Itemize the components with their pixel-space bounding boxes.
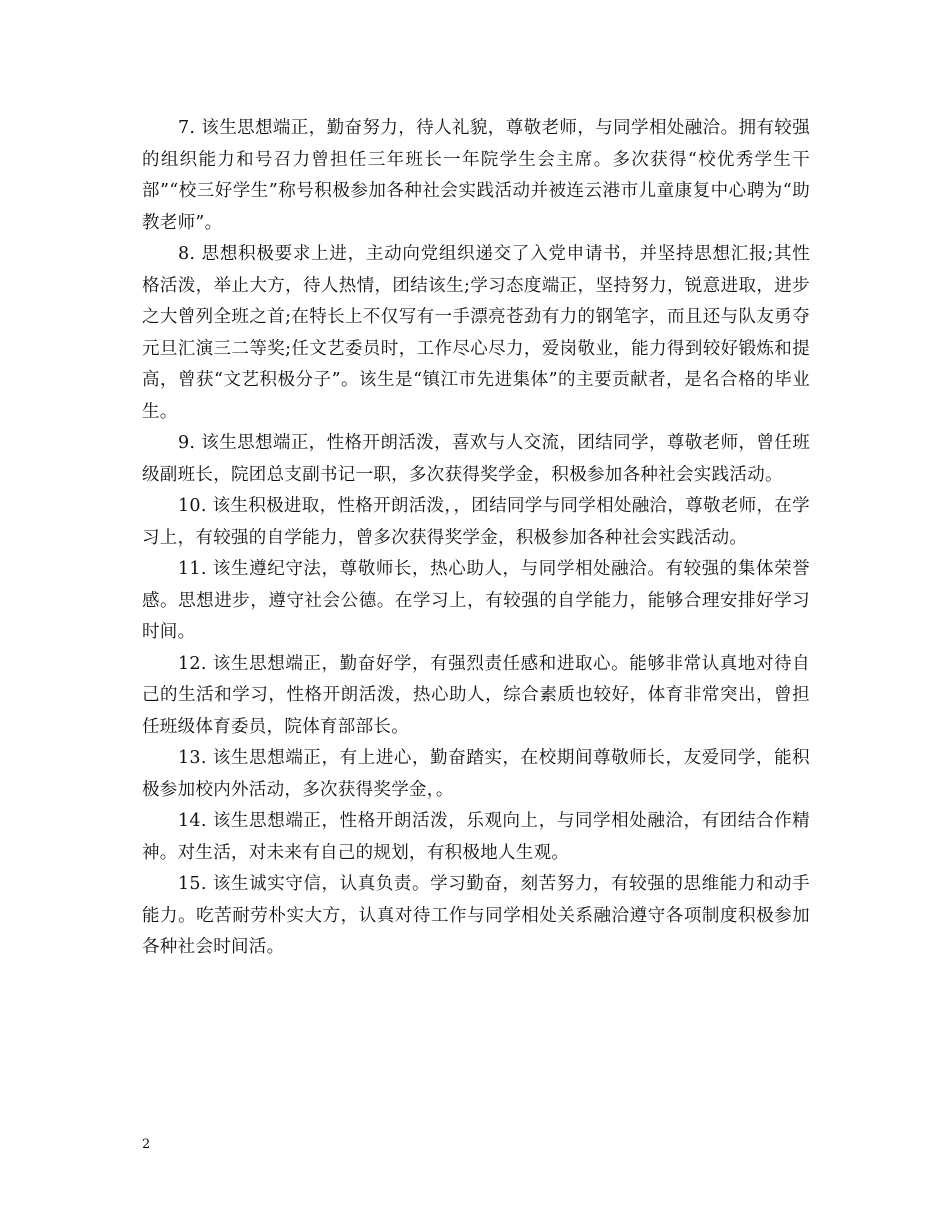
paragraph-number: 14. xyxy=(178,811,207,831)
paragraph-text: 该生思想端正，性格开朗活泼，喜欢与人交流，团结同学，尊敬老师，曾任班级副班长，院团总支副书记一职，多次获得奖学金，积极参加各种社会实践活动。 xyxy=(142,433,810,485)
paragraph-7 xyxy=(142,113,810,239)
paragraph-text: 该生遵纪守法，尊敬师长，热心助人，与同学相处融洽。有较强的集体荣誉感。思想进步，遵守社会公德。在学习上，有较强的自学能力，能够合理安排好学习时间。 xyxy=(142,559,810,642)
paragraph-text: 该生诚实守信，认真负责。学习勤奋，刻苦努力，有较强的思维能力和动手能力。吃苦耐劳朴实大方，认真对待工作与同学相处关系融洽遵守各项制度积极参加各种社会时间活。 xyxy=(142,874,810,957)
document-body xyxy=(142,113,810,964)
paragraph-number: 9. xyxy=(178,433,196,453)
paragraph-number: 15. xyxy=(178,874,207,894)
paragraph-11 xyxy=(142,554,810,649)
paragraph-text: 思想积极要求上进，主动向党组织递交了入党申请书，并坚持思想汇报;其性格活泼，举止大方，待人热情，团结该生;学习态度端正，坚持努力，锐意进取，进步之大曾列全班之首;在特长上不仅写有一手漂亮苍劲有力的钢笔字，而且还与队友勇夺元旦汇演三二等奖;任文艺委员时，工作尽心尽力，爱岗敬业，能力得到较好锻炼和提高，曾获“文艺积极分子”。该生是“镇江市先进集体”的主要贡献者，是名合格的毕业生。 xyxy=(142,244,810,422)
paragraph-number: 10. xyxy=(178,496,207,516)
paragraph-text: 该生思想端正，有上进心，勤奋踏实，在校期间尊敬师长，友爱同学，能积极参加校内外活动，多次获得奖学金，。 xyxy=(142,748,810,800)
paragraph-text: 该生思想端正，勤奋努力，待人礼貌，尊敬老师，与同学相处融洽。拥有较强的组织能力和号召力曾担任三年班长一年院学生会主席。多次获得“校优秀学生干部”“校三好学生”称号积极参加各种社会实践活动并被连云港市儿童康复中心聘为“助教老师”。 xyxy=(142,118,810,233)
paragraph-text: 该生思想端正，性格开朗活泼，乐观向上，与同学相处融洽，有团结合作精神。对生活，对未来有自己的规划，有积极地人生观。 xyxy=(142,811,810,863)
paragraph-13 xyxy=(142,743,810,806)
paragraph-8 xyxy=(142,239,810,428)
paragraph-12 xyxy=(142,649,810,744)
paragraph-number: 12. xyxy=(178,653,207,674)
paragraph-9 xyxy=(142,428,810,491)
page-number: 2 xyxy=(142,1137,151,1152)
paragraph-number: 11. xyxy=(178,559,207,579)
paragraph-number: 7. xyxy=(178,118,196,138)
paragraph-number: 8. xyxy=(178,244,196,264)
paragraph-15 xyxy=(142,869,810,964)
paragraph-number: 13. xyxy=(178,748,207,768)
paragraph-text: 该生积极进取，性格开朗活泼，，团结同学与同学相处融洽，尊敬老师，在学习上，有较强的自学能力，曾多次获得奖学金，积极参加各种社会实践活动。 xyxy=(142,496,810,548)
paragraph-text: 该生思想端正，勤奋好学，有强烈责任感和进取心。能够非常认真地对待自己的生活和学习，性格开朗活泼，热心助人，综合素质也较好，体育非常突出，曾担任班级体育委员，院体育部部长。 xyxy=(142,653,810,737)
paragraph-14 xyxy=(142,806,810,869)
paragraph-10 xyxy=(142,491,810,554)
